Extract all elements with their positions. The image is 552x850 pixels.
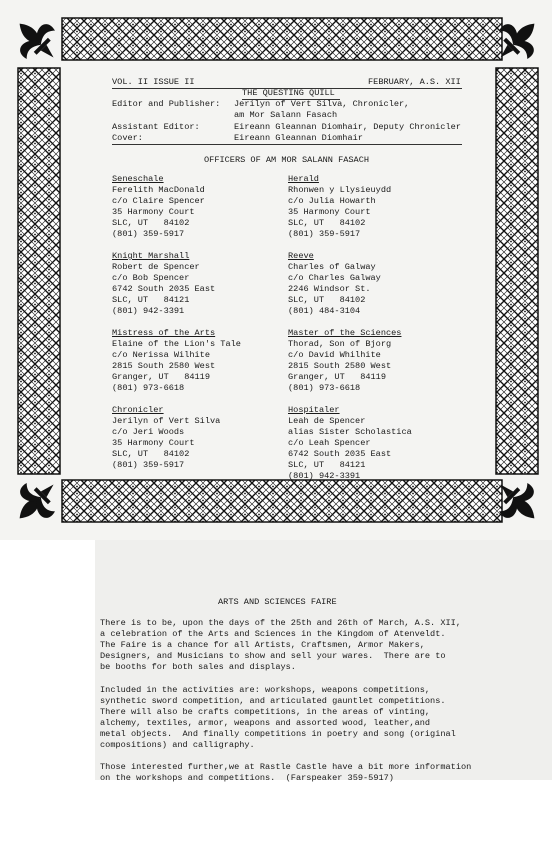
officer-block	[112, 174, 205, 240]
officer-line: Robert de Spencer	[112, 262, 200, 272]
masthead-label: Editor and Publisher:	[112, 99, 221, 109]
officer-line: (801) 359-5917	[112, 460, 185, 470]
officer-line: (801) 973-6618	[112, 383, 185, 393]
officer-line: c/o Claire Spencer	[112, 196, 205, 206]
officer-line: (801) 359-5917	[288, 229, 361, 239]
paragraph-line: be booths for both sales and displays.	[100, 662, 296, 672]
officer-line: c/o Charles Galway	[288, 273, 381, 283]
paragraph-line: a celebration of the Arts and Sciences in the Kingdom of Atenveldt.	[100, 629, 446, 639]
officer-line: 2815 South 2580 West	[288, 361, 392, 371]
officer-line: 35 Harmony Court	[112, 438, 195, 448]
faire-heading: ARTS AND SCIENCES FAIRE	[218, 597, 337, 607]
paragraph-line: There will also be crafts competitions, in the areas of vinting,	[100, 707, 431, 717]
officer-line: SLC, UT 84102	[288, 218, 366, 228]
officer-line: 6742 South 2035 East	[288, 449, 392, 459]
officer-line: (801) 973-6618	[288, 383, 361, 393]
issue-date: FEBRUARY, A.S. XII	[368, 77, 461, 87]
newsletter-title: THE QUESTING QUILL	[242, 88, 335, 98]
officer-line: Leah de Spencer	[288, 416, 366, 426]
faire-paragraph	[100, 762, 471, 784]
officer-line: 6742 South 2035 East	[112, 284, 216, 294]
officer-line: (801) 942-3391	[288, 471, 361, 481]
officer-line: c/o David Whilhite	[288, 350, 381, 360]
masthead-label: Assistant Editor:	[112, 122, 200, 132]
officer-line: (801) 484-3104	[288, 306, 361, 316]
officer-line: Ferelith MacDonald	[112, 185, 205, 195]
paragraph-line: compositions) and calligraphy.	[100, 740, 255, 750]
faire-paragraph	[100, 685, 456, 751]
officer-title: Mistress of the Arts	[112, 328, 216, 338]
officer-title: Hospitaler	[288, 405, 340, 415]
officer-line: SLC, UT 84121	[288, 460, 366, 470]
officer-line: (801) 942-3391	[112, 306, 185, 316]
officers-heading: OFFICERS OF AM MOR SALANN FASACH	[204, 155, 370, 165]
officer-line: (801) 359-5917	[112, 229, 185, 239]
officer-line: c/o Bob Spencer	[112, 273, 190, 283]
officer-line: Elaine of the Lion's Tale	[112, 339, 241, 349]
officer-line: SLC, UT 84102	[112, 218, 190, 228]
officer-line: Charles of Galway	[288, 262, 376, 272]
officer-line: c/o Jeri Woods	[112, 427, 185, 437]
faire-paragraph	[100, 618, 461, 673]
officer-title: Herald	[288, 174, 319, 184]
paragraph-line: on the workshops and competitions. (Farspeaker 359-5917)	[100, 773, 394, 783]
officer-block	[288, 251, 381, 317]
masthead-value: am Mor Salann Fasach	[234, 110, 338, 120]
paragraph-line: Those interested further,we at Rastle Castle have a bit more information	[100, 762, 472, 772]
masthead-value: Eireann Gleannan Diomhair, Deputy Chronicler	[234, 122, 461, 132]
officer-title: Seneschale	[112, 174, 164, 184]
officer-line: SLC, UT 84102	[288, 295, 366, 305]
paragraph-line: alchemy, textiles, armor, weapons and assorted wood, leather,and	[100, 718, 431, 728]
officer-line: Thorad, Son of Bjorg	[288, 339, 392, 349]
officer-line: SLC, UT 84121	[112, 295, 190, 305]
officer-block	[112, 405, 220, 471]
officer-line: SLC, UT 84102	[112, 449, 190, 459]
officer-block	[112, 328, 241, 394]
paragraph-line: synthetic sword competition, and articulated gauntlet competitions.	[100, 696, 446, 706]
officer-block	[288, 405, 412, 482]
officer-title: Master of the Sciences	[288, 328, 402, 338]
officer-line: c/o Leah Spencer	[288, 438, 371, 448]
officer-line: Jerilyn of Vert Silva	[112, 416, 221, 426]
fleur-de-lis-icon	[5, 470, 68, 533]
fleur-de-lis-icon	[5, 9, 68, 72]
officer-block	[112, 251, 215, 317]
officer-line: 35 Harmony Court	[288, 207, 371, 217]
paragraph-line: The Faire is a chance for all Artists, Craftsmen, Armor Makers,	[100, 640, 425, 650]
officer-block	[288, 174, 391, 240]
paragraph-line: Included in the activities are: workshops, weapons competitions,	[100, 685, 431, 695]
paragraph-line: Designers, and Musicians to show and sell your wares. There are to	[100, 651, 446, 661]
officer-line: Rhonwen y Llysieuydd	[288, 185, 392, 195]
masthead-label: Cover:	[112, 133, 143, 143]
officer-title: Reeve	[288, 251, 314, 261]
officer-title: Knight Marshall	[112, 251, 190, 261]
masthead-rule	[112, 144, 462, 145]
officer-title: Chronicler	[112, 405, 164, 415]
officer-line: alias Sister Scholastica	[288, 427, 412, 437]
officer-line: c/o Julia Howarth	[288, 196, 376, 206]
paragraph-line: metal objects. And finally competitions in poetry and song (original	[100, 729, 456, 739]
officer-block	[288, 328, 401, 394]
officer-line: 2815 South 2580 West	[112, 361, 216, 371]
officer-line: c/o Nerissa Wilhite	[112, 350, 210, 360]
officer-line: 35 Harmony Court	[112, 207, 195, 217]
officer-line: Granger, UT 84119	[112, 372, 210, 382]
officer-line: 2246 Windsor St.	[288, 284, 371, 294]
masthead-value: Eireann Gleannan Diomhair	[234, 133, 363, 143]
issue-number: VOL. II ISSUE II	[112, 77, 195, 87]
paragraph-line: There is to be, upon the days of the 25th and 26th of March, A.S. XII,	[100, 618, 461, 628]
masthead-value: Jerilyn of Vert Silva, Chronicler,	[234, 99, 410, 109]
officer-line: Granger, UT 84119	[288, 372, 386, 382]
